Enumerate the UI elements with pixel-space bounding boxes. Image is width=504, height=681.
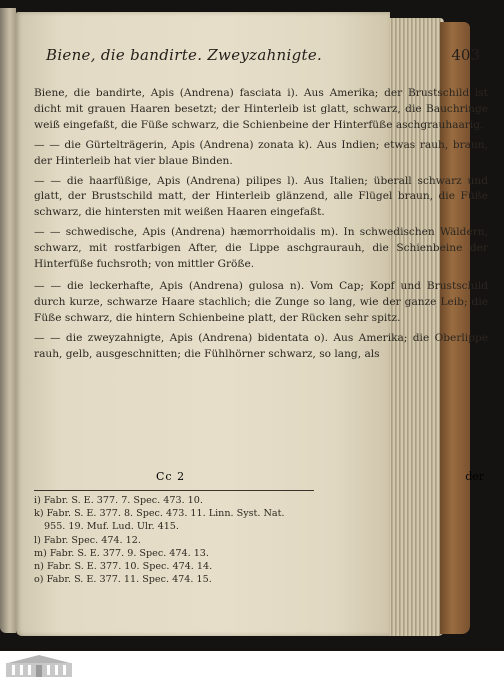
footnote-m: m) Fabr. S. E. 377. 9. Spec. 474. 13. bbox=[34, 547, 209, 559]
footnote-o: o) Fabr. S. E. 377. 11. Spec. 474. 15. bbox=[34, 574, 212, 586]
entry-bidentata: — — die zweyzahnigte, Apis (Andrena) bidentata o). Aus Amerika; die Oberlippe rauh, gelb, ausgeschnitten; die Fühlhörner schwarz, so lang, als bbox=[34, 331, 488, 360]
entry-fasciata: Biene, die bandirte, Apis (Andrena) fasciata i). Aus Amerika; der Brustschild ist dicht mit grauen Haaren besetzt; der Hinterleib ist glatt, schwarz, die Bauchringe weiß eingefaßt, die Füße schwarz, die Schienbeine der Hinterfüße aschgrauhaarig. bbox=[34, 87, 488, 131]
viewer-footer-bar bbox=[0, 651, 504, 681]
signature-row bbox=[34, 470, 488, 486]
running-title: Biene, die bandirte. Zweyzahnigte. bbox=[46, 46, 323, 64]
footnote-k: k) Fabr. S. E. 377. 8. Spec. 473. 11. Linn. Syst. Nat. bbox=[34, 508, 285, 520]
library-building-icon[interactable] bbox=[4, 653, 74, 679]
footnote-rule bbox=[34, 490, 314, 491]
page-number: 403 bbox=[451, 46, 480, 64]
running-header bbox=[30, 46, 488, 68]
footnote-k-continued: 955. 19. Muf. Lud. Ulr. 415. bbox=[44, 521, 179, 533]
facing-page-edge bbox=[0, 8, 16, 633]
footnote-n: n) Fabr. S. E. 377. 10. Spec. 474. 14. bbox=[34, 561, 213, 573]
footnote-i: i) Fabr. S. E. 377. 7. Spec. 473. 10. bbox=[34, 495, 203, 506]
footnote-l: l) Fabr. Spec. 474. 12. bbox=[34, 534, 141, 546]
entry-zonata: — — die Gürtelträgerin, Apis (Andrena) zonata k). Aus Indien; etwas rauh, braun, der Hinterleib hat vier blaue Binden. bbox=[34, 138, 488, 167]
catchword: der bbox=[465, 470, 484, 483]
entry-haemorrhoidalis: — — schwedische, Apis (Andrena) hæmorrhoidalis m). In schwedischen Wäldern, schwarz, mit rostfarbigen After, die Lippe aschgraurauh, die Schienbeine der Hinterfüße fuchsroth; von mittler Größe. bbox=[34, 226, 488, 271]
entry-gulosa: — — die leckerhafte, Apis (Andrena) gulosa n). Vom Cap; Kopf und Brustschild durch kurze, schwarze Haare stachlich; die Zunge so lang, wie der ganze Leib; die Füße schwarz, die hintern Schienbeine platt, der Rücken sehr spitz. bbox=[34, 279, 488, 324]
footnotes bbox=[34, 494, 464, 586]
entry-pilipes: — — die haarfüßige, Apis (Andrena) pilipes l). Aus Italien; überall schwarz und glatt, der Brustschild matt, der Hinterleib glänzend, alle Flügel braun, die Füße schwarz, die hintersten mit weißen Haaren eingefaßt. bbox=[34, 174, 488, 219]
printer-signature: Cc 2 bbox=[156, 470, 186, 483]
entries-block bbox=[34, 86, 488, 367]
